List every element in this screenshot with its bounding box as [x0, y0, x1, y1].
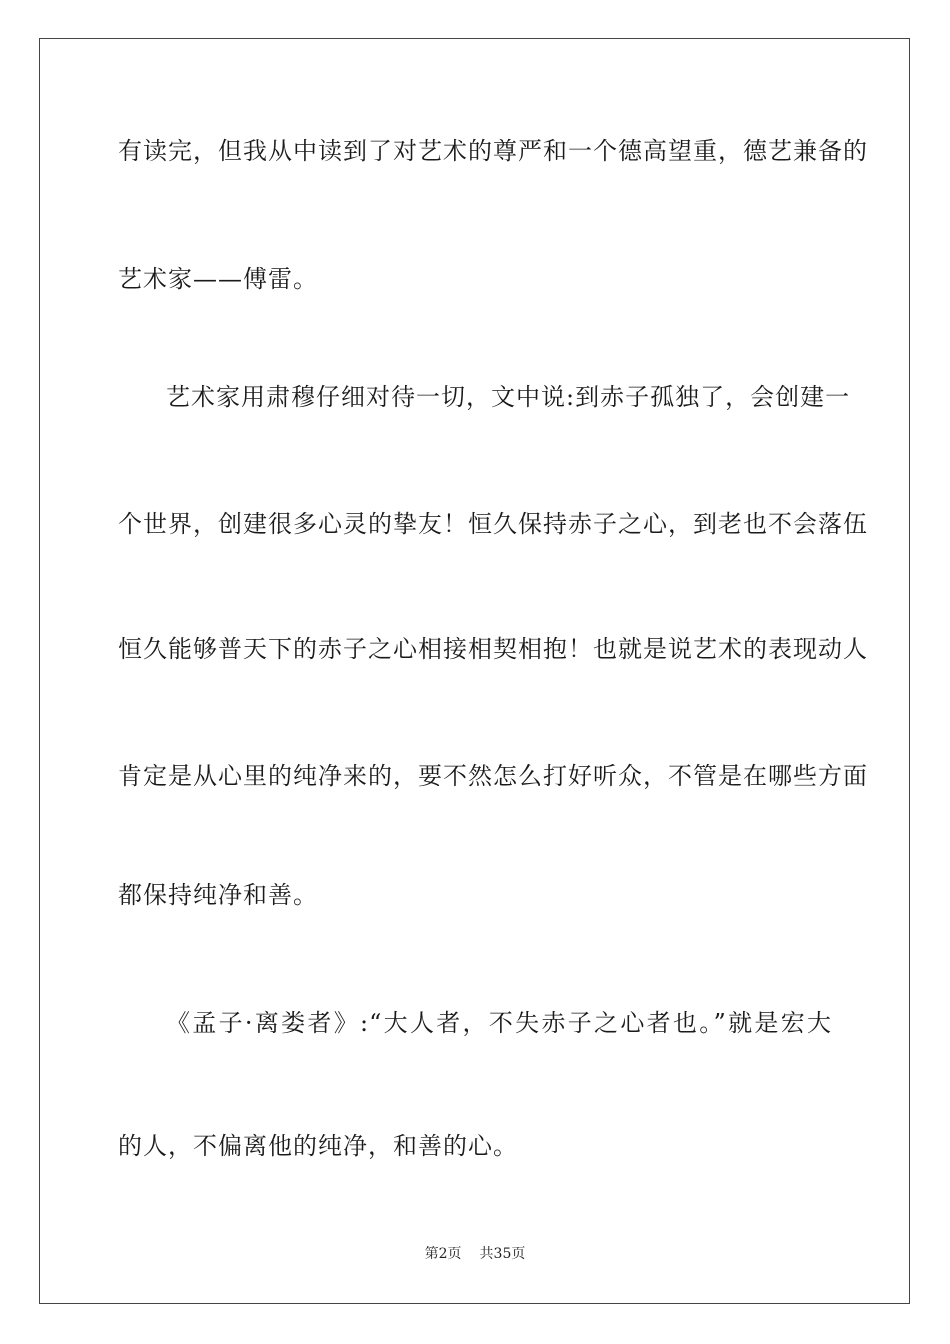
text-line-7: 都保持纯净和善。 [118, 881, 318, 909]
text-line-5: 恒久能够普天下的赤子之心相接相契相抱！也就是说艺术的表现动人 [118, 635, 868, 663]
text-line-4: 个世界，创建很多心灵的挚友！恒久保持赤子之心，到老也不会落伍 [118, 510, 868, 538]
page-total: 共35页 [479, 1246, 526, 1262]
text-line-9: 的人，不偏离他的纯净，和善的心。 [118, 1132, 518, 1160]
text-line-8: 《孟子·离娄者》:“大人者，不失赤子之心者也。”就是宏大 [166, 1009, 832, 1037]
page-border [39, 38, 910, 1304]
page-number: 第2页 [424, 1246, 462, 1262]
text-line-2: 艺术家——傅雷。 [118, 265, 318, 293]
text-line-1: 有读完，但我从中读到了对艺术的尊严和一个德高望重，德艺兼备的 [118, 137, 868, 165]
text-line-6: 肯定是从心里的纯净来的，要不然怎么打好听众，不管是在哪些方面 [118, 762, 868, 790]
page-footer [0, 1245, 950, 1263]
text-line-3: 艺术家用肃穆仔细对待一切，文中说:到赤子孤独了，会创建一 [166, 383, 851, 411]
